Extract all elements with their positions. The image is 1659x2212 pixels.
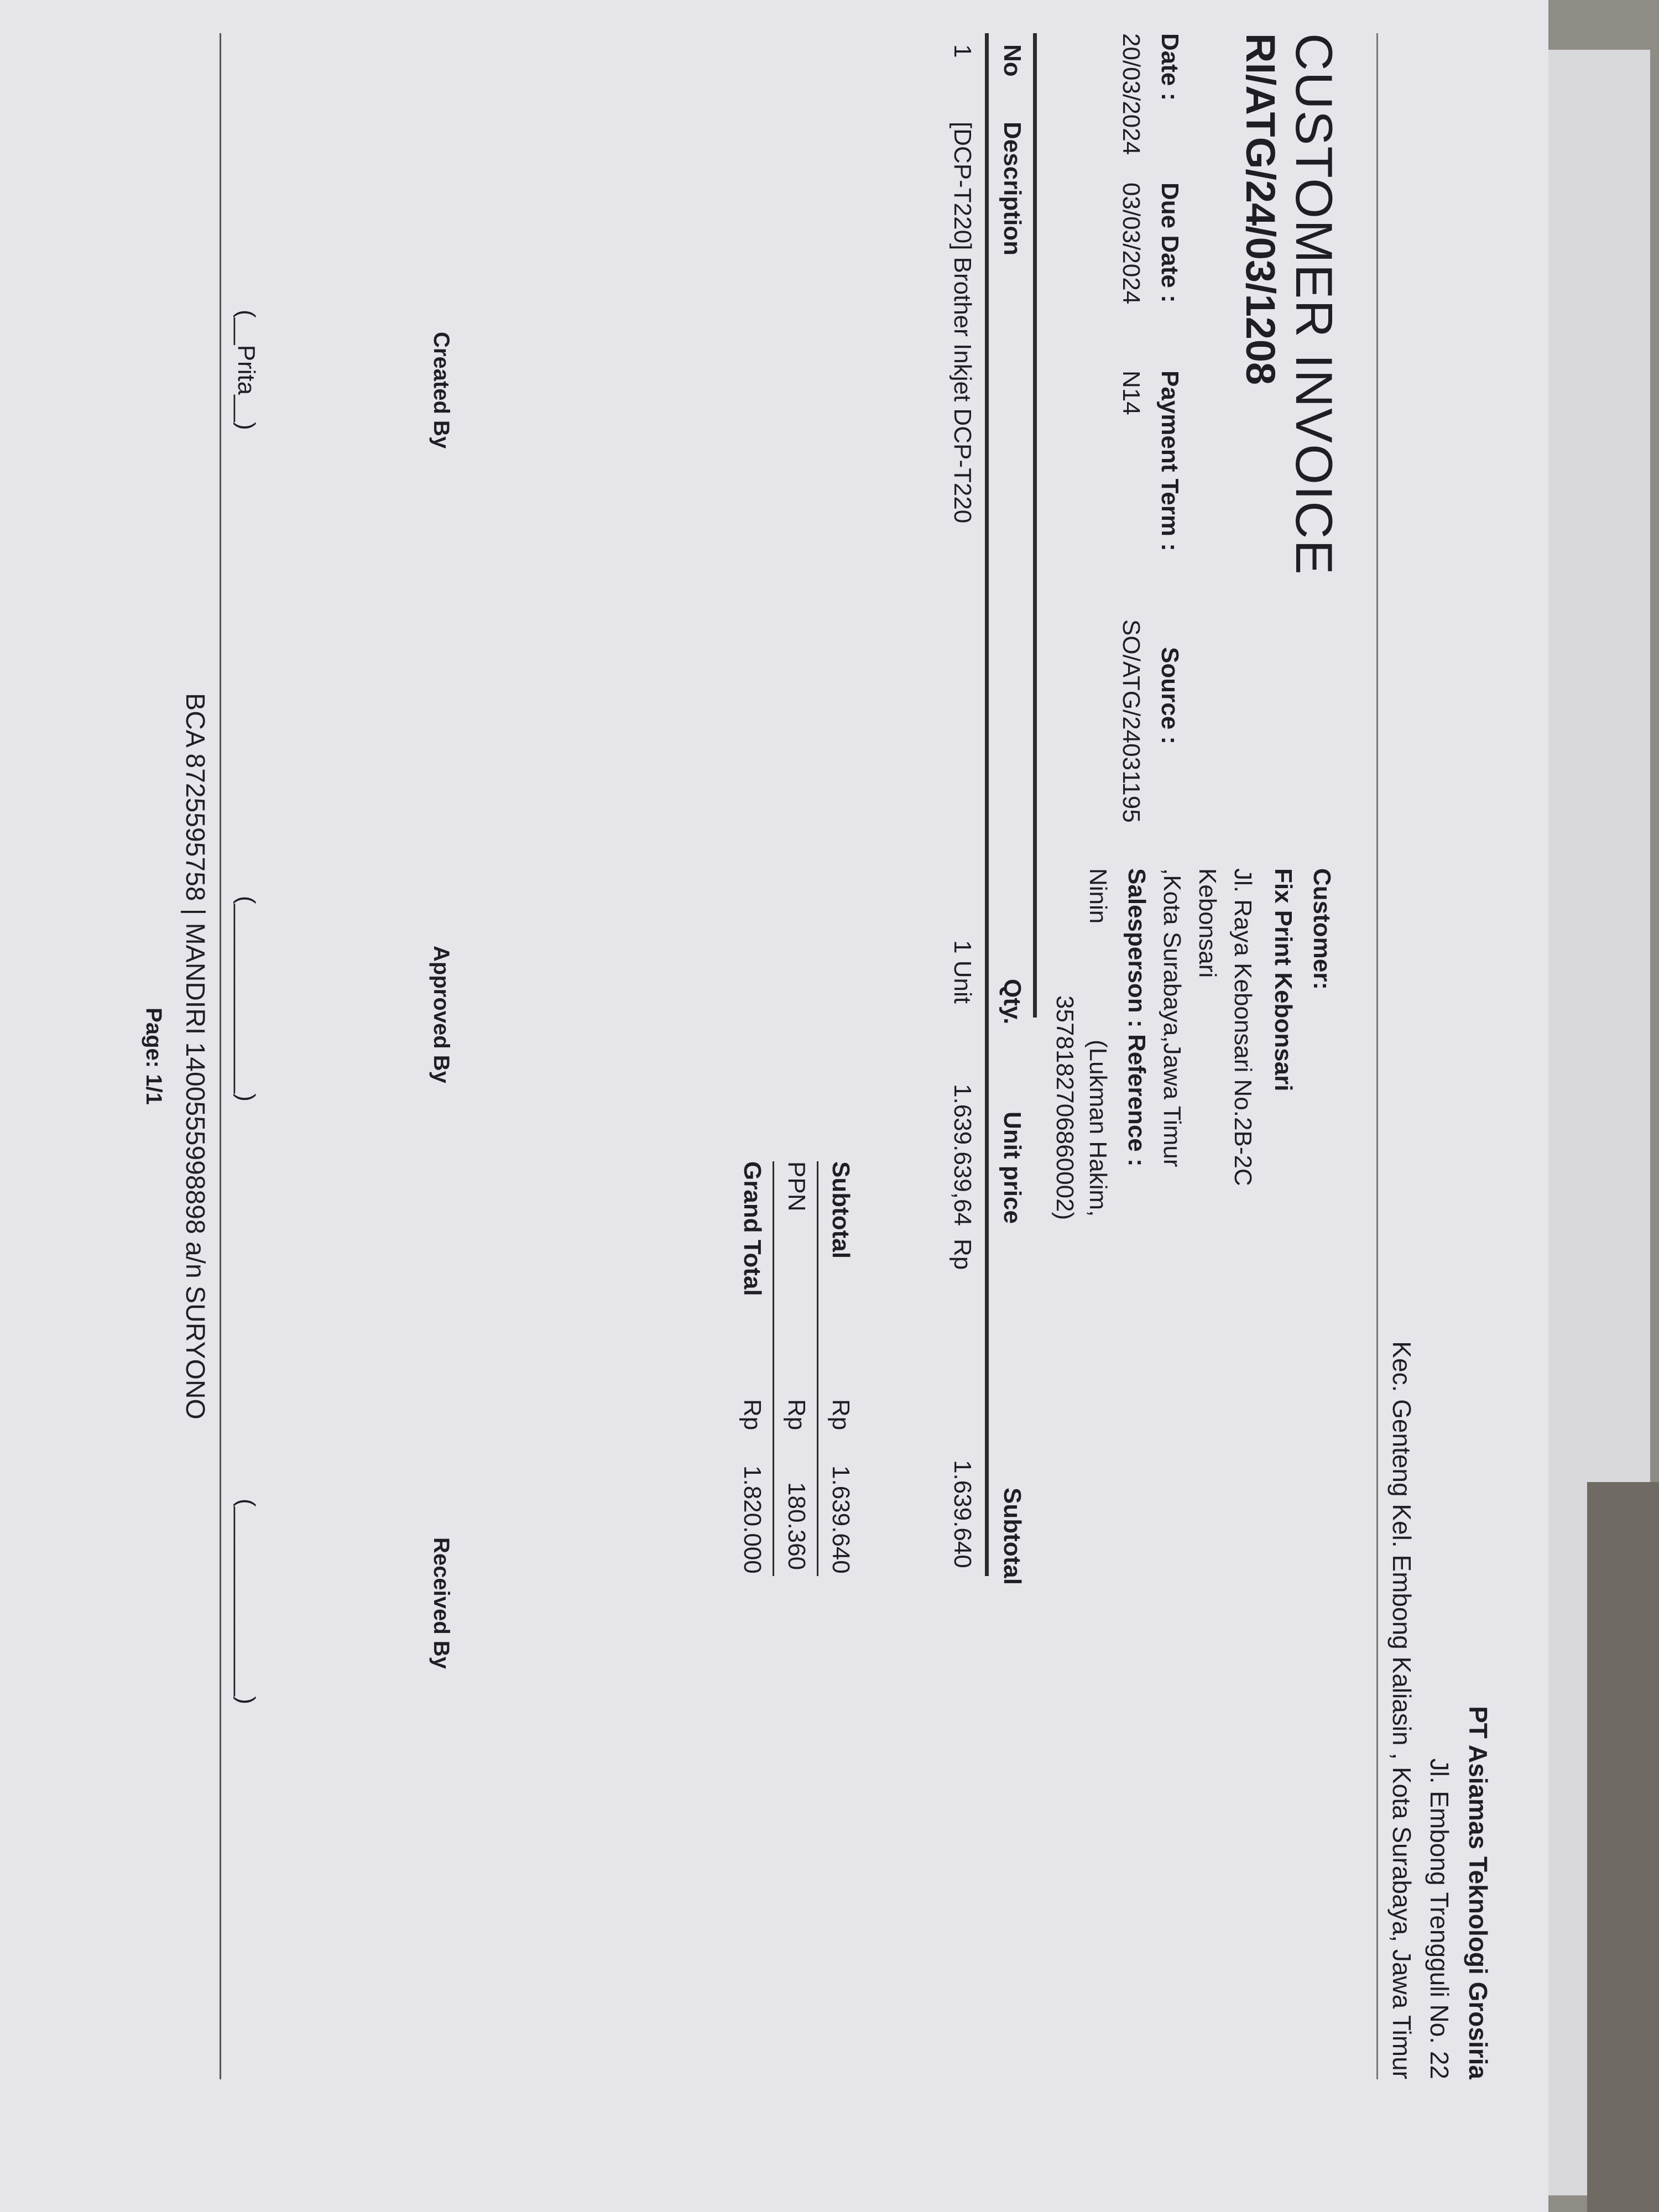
col-header-unit-price: Unit price [999,1112,1026,1224]
company-address-line1: Jl. Embong Trengguli No. 22 [1425,1758,1454,2079]
col-header-description: Description [999,122,1026,256]
grand-total-value: 1.820.000 [739,1465,766,1574]
header-divider [1376,33,1378,2079]
payment-term-label: Payment Term : [1156,371,1183,551]
invoice-number: RI/ATG/24/03/1208 [1238,33,1284,385]
col-header-no: No [999,44,1026,77]
received-by-label: Received By [429,1537,453,1669]
customer-address-line3: ,Kota Surabaya,Jawa Timur [1159,868,1186,1167]
ppn-label: PPN [783,1161,810,1212]
grand-total-currency: Rp [739,1399,766,1431]
row-qty: 1 Unit [949,940,976,1004]
row-description: [DCP-T220] Brother Inkjet DCP-T220 [949,122,976,524]
due-date-label: Due Date : [1156,182,1183,303]
customer-address-line1: Jl. Raya Kebonsari No.2B-2C [1229,868,1256,1186]
table-header-rule [985,33,989,1576]
salesperson-value: Ninin [1084,868,1112,924]
table-surface [1587,1482,1659,2212]
source-label: Source : [1156,647,1183,745]
row-subtotal: 1.639.640 [949,1460,976,1568]
row-currency: Rp [949,1239,976,1270]
date-label: Date : [1156,33,1183,101]
subtotal-rule [817,1161,818,1576]
subtotal-value: 1.639.640 [827,1465,854,1574]
ppn-currency: Rp [783,1399,810,1431]
subtotal-label: Subtotal [827,1161,854,1259]
invoice-title: CUSTOMER INVOICE [1285,33,1343,576]
grand-total-label: Grand Total [739,1161,766,1296]
col-header-qty: Qty. [999,979,1026,1025]
invoice-document [0,33,1504,2079]
due-date-value: 03/03/2024 [1118,182,1145,305]
payment-term-value: N14 [1118,371,1145,415]
page-number: Page: 1/1 [142,1008,166,1105]
subtotal-currency: Rp [827,1399,854,1431]
company-address-line2: Kec. Genteng Kel. Embong Kaliasin , Kota Surabaya, Jawa Timur [1387,1341,1416,2079]
reference-label: Reference : [1123,1034,1150,1167]
customer-address-line2: Kebonsari [1194,868,1221,978]
footer-divider [220,33,221,2079]
created-by-label: Created By [429,332,453,449]
customer-name: Fix Print Kebonsari [1270,868,1297,1092]
ppn-value: 180.360 [783,1482,810,1571]
date-value: 20/03/2024 [1118,33,1145,155]
received-by-blank: (______________) [233,1499,260,1704]
created-by-name: (__Prita__) [233,310,260,430]
customer-label: Customer: [1308,868,1335,990]
approved-by-blank: (______________) [233,896,260,1102]
row-no: 1 [949,44,976,58]
col-header-subtotal: Subtotal [999,1488,1026,1585]
salesperson-label: Salesperson : [1123,868,1150,1028]
table-top-rule [1033,33,1037,1018]
ppn-rule [773,1161,774,1576]
bank-info: BCA 8725595758 | MANDIRI 1400555998898 a/n SURYONO [180,693,210,1420]
company-name: PT Asiamas Teknologi Grosiria [1464,1706,1493,2079]
approved-by-label: Approved By [429,946,453,1083]
row-unit-price: 1.639.639,64 [949,1084,976,1226]
reference-value-line1: (Lukman Hakim, [1084,1040,1112,1217]
reference-value-line2: 3578182706860002) [1051,995,1078,1220]
source-value: SO/ATG/24031195 [1118,619,1145,823]
